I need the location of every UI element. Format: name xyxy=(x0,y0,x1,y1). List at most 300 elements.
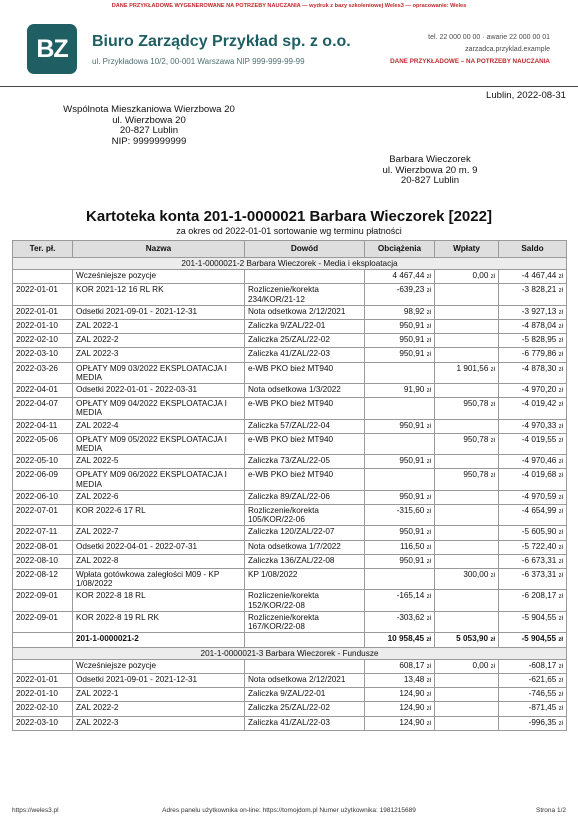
cell-document xyxy=(245,554,365,568)
cell-credit xyxy=(435,673,499,687)
sender-line: 20-827 Lublin xyxy=(119,125,179,137)
cell-balance-value: -6 673,31 xyxy=(521,555,557,565)
cell-due-date-value: 2022-08-01 xyxy=(16,541,58,551)
cell-name xyxy=(73,526,245,540)
currency-label: zł xyxy=(426,558,431,565)
cell-credit-value: 950,78 xyxy=(463,399,489,409)
cell-document-value: e-WB PKO bież MT940 xyxy=(248,470,334,480)
cell-name-value: OPŁATY M09 05/2022 EKSPLOATACJA I MEDIA xyxy=(76,434,227,454)
cell-balance-value: -4 970,59 xyxy=(521,491,557,501)
cell-balance xyxy=(499,433,567,454)
column-header-due-date: Ter. pł. xyxy=(13,241,73,258)
cell-credit xyxy=(435,490,499,504)
cell-credit-value: 0,00 xyxy=(472,660,489,670)
currency-label: zł xyxy=(426,459,431,466)
sample-data-disclaimer: DANE PRZYKŁADOWE – NA POTRZEBY NAUCZANIA xyxy=(390,58,550,65)
cell-document-value: Nota odsetkowa 1/7/2022 xyxy=(248,541,341,551)
cell-debit xyxy=(365,469,435,490)
column-header-document: Dowód xyxy=(245,241,365,258)
currency-label: zł xyxy=(558,594,563,601)
cell-due-date xyxy=(13,320,73,334)
column-header-name: Nazwa xyxy=(73,241,245,258)
cell-name xyxy=(73,688,245,702)
cell-due-date-value: 2022-01-10 xyxy=(16,321,58,331)
cell-name xyxy=(73,702,245,716)
cell-due-date-value: 2022-02-10 xyxy=(16,703,58,713)
cell-name-value: ZAL 2022-3 xyxy=(76,349,119,359)
currency-label: zł xyxy=(426,615,431,622)
cell-name-value: KOR 2021-12 16 RL RK xyxy=(76,285,164,295)
cell-balance xyxy=(499,469,567,490)
cell-balance-value: -6 208,17 xyxy=(521,591,557,601)
cell-due-date xyxy=(13,455,73,469)
cell-debit xyxy=(365,398,435,419)
cell-balance xyxy=(499,540,567,554)
cell-due-date-value: 2022-09-01 xyxy=(16,591,58,601)
cell-balance xyxy=(499,688,567,702)
cell-due-date-value: 2022-07-11 xyxy=(16,527,58,537)
cell-credit xyxy=(435,320,499,334)
cell-due-date-value: 2022-07-01 xyxy=(16,506,58,516)
cell-empty xyxy=(245,633,365,647)
summary-balance xyxy=(499,633,567,647)
cell-due-date-value: 2022-06-09 xyxy=(16,470,58,480)
cell-credit xyxy=(435,384,499,398)
table-row xyxy=(13,673,567,687)
cell-credit xyxy=(435,554,499,568)
cell-name-value: Odsetki 2022-04-01 - 2022-07-31 xyxy=(76,541,198,551)
cell-due-date xyxy=(13,554,73,568)
cell-document xyxy=(245,334,365,348)
cell-credit xyxy=(435,455,499,469)
cell-name-value: ZAL 2022-8 xyxy=(76,555,119,565)
cell-name-value: OPŁATY M09 04/2022 EKSPLOATACJA I MEDIA xyxy=(76,399,227,418)
cell-debit-value: 950,91 xyxy=(399,555,425,565)
cell-balance xyxy=(499,334,567,348)
cell-debit-value: -303,62 xyxy=(396,612,425,622)
cell-balance xyxy=(499,702,567,716)
footer-user-panel: Adres panelu użytkownika on-line: https://tomojdom.pl Numer użytkownika: 1981215689 xyxy=(162,807,416,814)
cell-name-value: KOR 2022-8 18 RL xyxy=(76,591,146,601)
cell-debit-value: -639,23 xyxy=(396,285,425,295)
cell-name-value: ZAL 2022-2 xyxy=(76,703,119,713)
cell-due-date-value: 2022-05-06 xyxy=(16,434,58,444)
cell-document xyxy=(245,490,365,504)
table-row xyxy=(13,320,567,334)
cell-document xyxy=(245,505,365,526)
recipient-line: Barbara Wieczorek xyxy=(389,154,471,165)
currency-label: zł xyxy=(426,324,431,331)
cell-name xyxy=(73,270,245,284)
cell-balance-value: -996,35 xyxy=(528,717,557,727)
sender-line: NIP: 9999999999 xyxy=(111,135,187,147)
currency-label: zł xyxy=(558,459,563,466)
cell-balance-value: -4 467,44 xyxy=(521,271,557,281)
cell-balance-value: -3 927,13 xyxy=(521,306,557,316)
cell-due-date xyxy=(13,398,73,419)
cell-name xyxy=(73,284,245,305)
cell-document-value: Rozliczenie/korekta 152/KOR/22-08 xyxy=(248,591,319,610)
sender-line: Wspólnota Mieszkaniowa Wierzbowa 20 xyxy=(63,104,235,115)
cell-due-date xyxy=(13,611,73,632)
cell-due-date xyxy=(13,590,73,611)
currency-label: zł xyxy=(426,530,431,537)
currency-label: zł xyxy=(558,324,563,331)
cell-balance-value: -4 019,42 xyxy=(521,399,557,409)
cell-debit-value: 124,90 xyxy=(399,689,425,699)
cell-debit-value: 950,91 xyxy=(399,456,425,466)
cell-document xyxy=(245,569,365,590)
table-row xyxy=(13,702,567,716)
currency-label: zł xyxy=(490,366,495,373)
cell-due-date xyxy=(13,305,73,319)
cell-document-value: Zaliczka 41/ZAL/22-03 xyxy=(248,349,330,359)
cell-balance-value: -6 779,86 xyxy=(521,349,557,359)
cell-document xyxy=(245,611,365,632)
cell-balance-value: -5 828,95 xyxy=(521,335,557,345)
cell-debit xyxy=(365,348,435,362)
sender-address xyxy=(44,105,254,147)
currency-label: zł xyxy=(558,530,563,537)
cell-balance xyxy=(499,716,567,730)
cell-balance-value: -4 019,68 xyxy=(521,470,557,480)
cell-debit xyxy=(365,433,435,454)
cell-document xyxy=(245,469,365,490)
currency-label: zł xyxy=(490,402,495,409)
cell-balance-value: -5 722,40 xyxy=(521,541,557,551)
section-heading: 201-1-0000021-3 Barbara Wieczorek - Fundusze xyxy=(13,647,567,659)
currency-label: zł xyxy=(490,473,495,480)
cell-debit xyxy=(365,659,435,673)
cell-document-value: Rozliczenie/korekta 234/KOR/21-12 xyxy=(248,285,319,304)
cell-due-date xyxy=(13,348,73,362)
cell-balance-value: -4 878,04 xyxy=(521,321,557,331)
cell-name xyxy=(73,334,245,348)
currency-label: zł xyxy=(426,352,431,359)
company-website: zarzadca.przyklad.example xyxy=(465,46,550,53)
currency-label: zł xyxy=(558,692,563,699)
currency-label: zł xyxy=(490,274,495,281)
cell-credit-value: 950,78 xyxy=(463,470,489,480)
currency-label: zł xyxy=(426,423,431,430)
recipient-line: ul. Wierzbowa 20 m. 9 xyxy=(382,164,478,176)
cell-document-value: Zaliczka 25/ZAL/22-02 xyxy=(248,335,330,345)
cell-balance xyxy=(499,490,567,504)
cell-due-date xyxy=(13,362,73,383)
cell-due-date xyxy=(13,569,73,590)
cell-balance-value: -4 654,99 xyxy=(521,506,557,516)
cell-name-value: ZAL 2022-5 xyxy=(76,456,119,466)
column-header-balance: Saldo xyxy=(499,241,567,258)
cell-due-date-value: 2022-06-10 xyxy=(16,491,58,501)
cell-credit xyxy=(435,611,499,632)
cell-balance-value: -4 019,55 xyxy=(521,434,557,444)
currency-label: zł xyxy=(558,637,563,644)
cell-debit-value: -165,14 xyxy=(396,591,425,601)
currency-label: zł xyxy=(558,309,563,316)
cell-name xyxy=(73,490,245,504)
cell-due-date xyxy=(13,526,73,540)
cell-credit xyxy=(435,419,499,433)
cell-balance-value: -4 878,30 xyxy=(521,363,557,373)
table-row xyxy=(13,554,567,568)
cell-document-value: e-WB PKO bież MT940 xyxy=(248,363,334,373)
cell-document-value: Zaliczka 120/ZAL/22-07 xyxy=(248,527,335,537)
cell-document-value: e-WB PKO bież MT940 xyxy=(248,399,334,409)
cell-due-date-value: 2022-02-10 xyxy=(16,335,58,345)
currency-label: zł xyxy=(426,309,431,316)
cell-balance xyxy=(499,554,567,568)
document-subtitle: za okres od 2022-01-01 sortowanie wg terminu płatności xyxy=(176,226,402,236)
recipient-address xyxy=(365,155,495,187)
currency-label: zł xyxy=(490,573,495,580)
cell-debit-value: 950,91 xyxy=(399,420,425,430)
table-row xyxy=(13,505,567,526)
cell-debit xyxy=(365,384,435,398)
top-note: DANE PRZYKŁADOWE WYGENEROWANE NA POTRZEBY NAUCZANIA — wydruk z bazy szkoleniowej Weles3 — opracowanie: Weles xyxy=(111,3,467,9)
cell-balance-value: -746,55 xyxy=(528,689,557,699)
table-row xyxy=(13,334,567,348)
currency-label: zł xyxy=(558,423,563,430)
currency-label: zł xyxy=(558,274,563,281)
cell-debit-value: 950,91 xyxy=(399,321,425,331)
currency-label: zł xyxy=(490,637,495,644)
company-logo: BZ xyxy=(27,24,77,74)
currency-label: zł xyxy=(558,706,563,713)
document-title: Kartoteka konta 201-1-0000021 Barbara Wieczorek [2022] xyxy=(86,208,492,225)
cell-name-value: ZAL 2022-3 xyxy=(76,717,119,727)
cell-name xyxy=(73,320,245,334)
table-row xyxy=(13,433,567,454)
cell-name-value: Odsetki 2021-09-01 - 2021-12-31 xyxy=(76,306,198,316)
currency-label: zł xyxy=(558,388,563,395)
cell-debit-value: 13,48 xyxy=(403,674,425,684)
footer-website: https://weles3.pl xyxy=(12,807,59,814)
table-row xyxy=(13,348,567,362)
table-row xyxy=(13,305,567,319)
cell-name xyxy=(73,419,245,433)
table-row xyxy=(13,384,567,398)
cell-name-value: KOR 2022-6 17 RL xyxy=(76,506,146,516)
currency-label: zł xyxy=(558,352,563,359)
cell-name xyxy=(73,554,245,568)
cell-name-value: OPŁATY M09 06/2022 EKSPLOATACJA I MEDIA xyxy=(76,470,227,489)
cell-document-value: Zaliczka 57/ZAL/22-04 xyxy=(248,420,330,430)
cell-document xyxy=(245,540,365,554)
currency-label: zł xyxy=(426,494,431,501)
cell-credit-value: 300,00 xyxy=(463,570,489,580)
cell-due-date-value: 2022-05-10 xyxy=(16,456,58,466)
cell-document-value: Zaliczka 73/ZAL/22-05 xyxy=(248,456,330,466)
cell-debit xyxy=(365,362,435,383)
cell-balance xyxy=(499,305,567,319)
cell-balance xyxy=(499,505,567,526)
cell-name-value: Wcześniejsze pozycje xyxy=(76,271,157,281)
currency-label: zł xyxy=(558,573,563,580)
table-row xyxy=(13,490,567,504)
cell-document xyxy=(245,673,365,687)
cell-balance-value: -6 373,31 xyxy=(521,570,557,580)
table-row xyxy=(13,284,567,305)
cell-balance-value: -4 970,46 xyxy=(521,456,557,466)
company-address: ul. Przykładowa 10/2, 00-001 Warszawa NIP 999-999-99-99 xyxy=(92,57,305,66)
cell-document xyxy=(245,362,365,383)
cell-document-value: Zaliczka 136/ZAL/22-08 xyxy=(248,555,335,565)
cell-balance-value: -5 605,90 xyxy=(521,527,557,537)
cell-balance xyxy=(499,611,567,632)
cell-balance xyxy=(499,659,567,673)
currency-label: zł xyxy=(558,720,563,727)
cell-document xyxy=(245,270,365,284)
cell-debit xyxy=(365,305,435,319)
currency-label: zł xyxy=(558,366,563,373)
section-summary-row xyxy=(13,633,567,647)
cell-document-value: KP 1/08/2022 xyxy=(248,570,298,580)
cell-due-date xyxy=(13,688,73,702)
cell-due-date-value: 2022-01-10 xyxy=(16,689,58,699)
cell-balance xyxy=(499,284,567,305)
cell-debit-value: -315,60 xyxy=(396,506,425,516)
cell-balance xyxy=(499,590,567,611)
cell-credit xyxy=(435,716,499,730)
cell-name xyxy=(73,348,245,362)
cell-credit xyxy=(435,362,499,383)
cell-name xyxy=(73,433,245,454)
cell-balance xyxy=(499,455,567,469)
ledger-header-row xyxy=(13,241,567,258)
cell-document xyxy=(245,526,365,540)
cell-credit xyxy=(435,569,499,590)
currency-label: zł xyxy=(558,544,563,551)
cell-document xyxy=(245,659,365,673)
cell-credit xyxy=(435,540,499,554)
currency-label: zł xyxy=(490,437,495,444)
table-row xyxy=(13,569,567,590)
cell-document xyxy=(245,455,365,469)
currency-label: zł xyxy=(558,663,563,670)
table-row xyxy=(13,688,567,702)
cell-document xyxy=(245,433,365,454)
cell-name xyxy=(73,305,245,319)
currency-label: zł xyxy=(426,288,431,295)
cell-debit-value: 950,91 xyxy=(399,527,425,537)
section-heading: 201-1-0000021-2 Barbara Wieczorek - Media i eksploatacja xyxy=(13,258,567,270)
cell-document xyxy=(245,419,365,433)
cell-name xyxy=(73,673,245,687)
currency-label: zł xyxy=(490,663,495,670)
cell-debit xyxy=(365,526,435,540)
currency-label: zł xyxy=(426,544,431,551)
cell-due-date xyxy=(13,659,73,673)
cell-balance-value: -5 904,55 xyxy=(521,612,557,622)
table-row xyxy=(13,590,567,611)
cell-document xyxy=(245,716,365,730)
account-ledger-table xyxy=(12,240,567,731)
table-row xyxy=(13,398,567,419)
table-row xyxy=(13,540,567,554)
cell-credit xyxy=(435,702,499,716)
cell-balance xyxy=(499,362,567,383)
summary-balance-value: -5 904,55 xyxy=(521,634,557,644)
cell-debit xyxy=(365,540,435,554)
cell-balance xyxy=(499,419,567,433)
cell-name-value: ZAL 2022-1 xyxy=(76,321,119,331)
cell-credit xyxy=(435,526,499,540)
cell-debit xyxy=(365,284,435,305)
cell-debit-value: 608,17 xyxy=(399,660,425,670)
cell-credit-value: 950,78 xyxy=(463,434,489,444)
cell-debit-value: 98,92 xyxy=(403,306,425,316)
currency-label: zł xyxy=(426,388,431,395)
cell-document xyxy=(245,688,365,702)
cell-name xyxy=(73,569,245,590)
cell-debit-value: 116,50 xyxy=(399,541,425,551)
cell-due-date-value: 2022-03-10 xyxy=(16,349,58,359)
currency-label: zł xyxy=(558,338,563,345)
cell-credit xyxy=(435,334,499,348)
cell-due-date xyxy=(13,469,73,490)
cell-debit-value: 950,91 xyxy=(399,335,425,345)
cell-due-date xyxy=(13,433,73,454)
cell-debit xyxy=(365,569,435,590)
cell-name xyxy=(73,716,245,730)
summary-debit-value: 10 958,45 xyxy=(387,634,425,644)
currency-label: zł xyxy=(558,288,563,295)
cell-name xyxy=(73,590,245,611)
cell-empty xyxy=(13,633,73,647)
cell-due-date xyxy=(13,284,73,305)
section-heading-row xyxy=(13,258,567,270)
cell-credit xyxy=(435,433,499,454)
currency-label: zł xyxy=(426,663,431,670)
cell-name-value: ZAL 2022-6 xyxy=(76,491,119,501)
cell-due-date xyxy=(13,384,73,398)
company-contact: tel. 22 000 00 00 · awarie 22 000 00 01 xyxy=(428,34,550,41)
cell-debit xyxy=(365,611,435,632)
cell-credit-value: 1 901,56 xyxy=(456,363,489,373)
cell-due-date-value: 2022-04-01 xyxy=(16,385,58,395)
cell-credit xyxy=(435,505,499,526)
cell-credit xyxy=(435,270,499,284)
recipient-line: 20-827 Lublin xyxy=(400,175,460,187)
cell-name xyxy=(73,455,245,469)
summary-debit xyxy=(365,633,435,647)
cell-credit xyxy=(435,284,499,305)
currency-label: zł xyxy=(426,338,431,345)
column-header-debit: Obciążenia xyxy=(365,241,435,258)
currency-label: zł xyxy=(558,437,563,444)
cell-document xyxy=(245,305,365,319)
cell-document xyxy=(245,320,365,334)
cell-document xyxy=(245,348,365,362)
cell-balance xyxy=(499,320,567,334)
cell-credit xyxy=(435,305,499,319)
currency-label: zł xyxy=(558,558,563,565)
cell-due-date-value: 2022-03-10 xyxy=(16,717,58,727)
summary-credit xyxy=(435,633,499,647)
cell-debit xyxy=(365,554,435,568)
cell-document-value: Nota odsetkowa 1/3/2022 xyxy=(248,385,341,395)
cell-due-date-value: 2022-04-11 xyxy=(16,420,58,430)
cell-due-date xyxy=(13,540,73,554)
cell-name-value: Odsetki 2021-09-01 - 2021-12-31 xyxy=(76,674,198,684)
cell-debit xyxy=(365,270,435,284)
summary-account-value: 201-1-0000021-2 xyxy=(76,634,139,644)
cell-debit xyxy=(365,702,435,716)
cell-debit xyxy=(365,334,435,348)
cell-credit xyxy=(435,659,499,673)
cell-due-date-value: 2022-01-01 xyxy=(16,306,58,316)
